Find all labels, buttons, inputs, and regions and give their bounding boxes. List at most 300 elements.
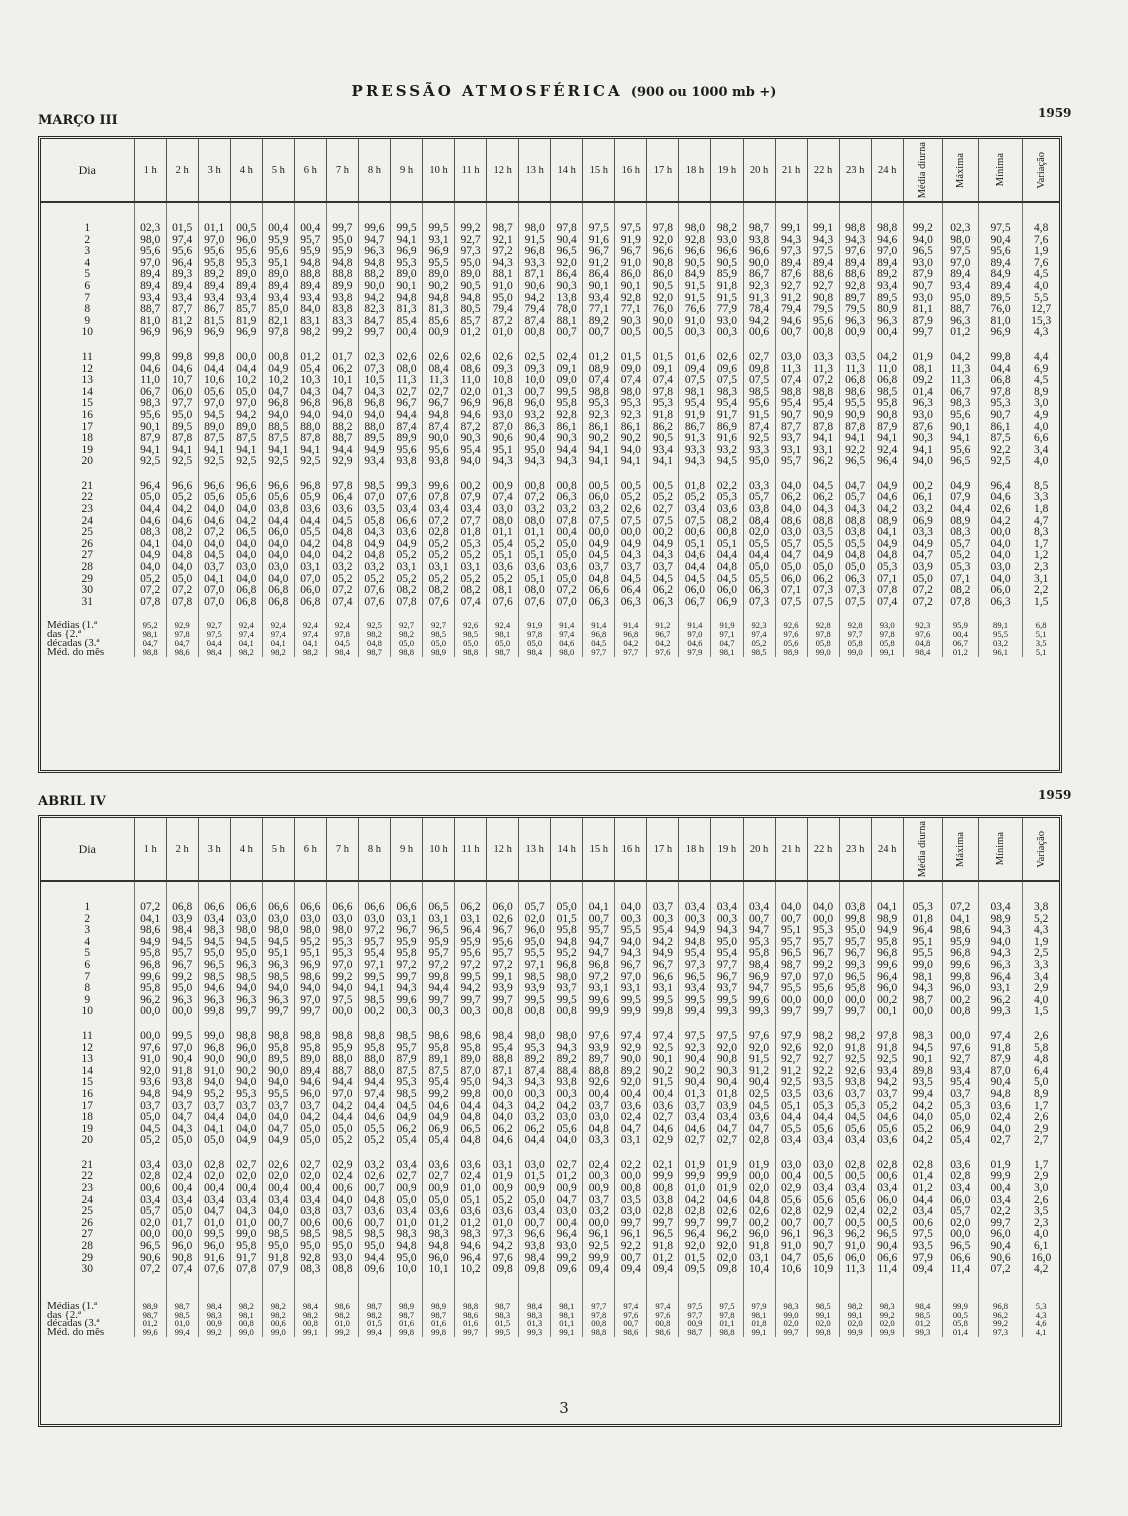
value-cell: 04,0	[134, 562, 166, 574]
value-cell: 05,2	[390, 550, 422, 562]
value-cell: 08,0	[519, 516, 551, 528]
summary-value-cell: 04,7	[711, 639, 743, 648]
value-cell: 97,5	[978, 223, 1022, 235]
value-cell: 11,4	[871, 1264, 903, 1276]
value-cell: 95,3	[978, 398, 1022, 410]
value-cell: 95,1	[487, 445, 519, 457]
value-cell: 97,7	[711, 960, 743, 972]
value-cell: 97,2	[583, 972, 615, 984]
value-cell: 94,2	[647, 937, 679, 949]
summary-value-cell: 92,4	[326, 621, 358, 630]
value-cell: 92,8	[615, 293, 647, 305]
value-cell: 04,5	[711, 574, 743, 586]
summary-value-cell: 05,0	[390, 639, 422, 648]
summary-value-cell: 98,6	[647, 1328, 679, 1337]
value-cell: 97,4	[615, 1031, 647, 1043]
value-cell: 99,7	[230, 1006, 262, 1018]
value-cell: 03,1	[743, 1253, 775, 1265]
value-cell: 95,0	[198, 948, 230, 960]
value-cell: 96,8	[871, 948, 903, 960]
summary-value-cell: 98,1	[711, 648, 743, 657]
value-cell: 03,2	[551, 504, 583, 516]
april-table-panel	[38, 815, 1062, 1427]
summary-value-cell: 98,3	[487, 1311, 519, 1320]
value-cell: 86,7	[679, 422, 711, 434]
value-cell: 90,2	[679, 1066, 711, 1078]
value-cell: 83,1	[294, 316, 326, 328]
value-cell: 94,0	[230, 983, 262, 995]
value-cell: 03,6	[519, 562, 551, 574]
value-cell: 05,0	[942, 1112, 978, 1124]
value-cell: 90,4	[166, 1054, 198, 1066]
value-cell: 04,6	[358, 1112, 390, 1124]
value-cell: 87,4	[743, 422, 775, 434]
value-cell: 04,3	[807, 504, 839, 516]
value-cell: 02,6	[978, 504, 1022, 516]
value-cell: 00,7	[775, 914, 807, 926]
value-cell: 97,0	[775, 972, 807, 984]
value-cell: 90,3	[551, 281, 583, 293]
value-cell: 06,6	[871, 1253, 903, 1265]
value-cell: 99,2	[166, 972, 198, 984]
value-cell: 08,0	[519, 585, 551, 597]
value-cell: 01,0	[455, 1183, 487, 1195]
value-cell: 05,0	[390, 1195, 422, 1207]
column-header	[942, 818, 978, 881]
value-cell: 90,5	[647, 433, 679, 445]
summary-value-cell: 98,3	[775, 1302, 807, 1311]
value-cell: 00,7	[519, 1218, 551, 1230]
value-cell: 00,8	[615, 1183, 647, 1195]
value-cell: 02,6	[711, 352, 743, 364]
value-cell: 95,4	[711, 948, 743, 960]
table-row	[41, 433, 1059, 445]
value-cell: 04,2	[166, 504, 198, 516]
value-cell: 94,1	[615, 456, 647, 468]
value-cell: 89,2	[871, 269, 903, 281]
value-cell: 94,2	[743, 316, 775, 328]
value-cell: 94,3	[487, 258, 519, 270]
value-cell: 8,9	[1023, 387, 1059, 399]
value-cell: 91,0	[615, 258, 647, 270]
value-cell: 99,7	[647, 1218, 679, 1230]
value-cell: 92,3	[743, 281, 775, 293]
value-cell: 87,4	[519, 1066, 551, 1078]
value-cell: 00,2	[647, 527, 679, 539]
summary-row	[41, 1311, 1059, 1320]
value-cell: 91,0	[134, 1054, 166, 1066]
value-cell: 00,4	[166, 1183, 198, 1195]
value-cell: 07,6	[390, 492, 422, 504]
value-cell: 93,2	[519, 410, 551, 422]
value-cell: 87,6	[903, 422, 942, 434]
value-cell: 00,4	[390, 327, 422, 339]
value-cell: 99,5	[615, 995, 647, 1007]
value-cell: 02,9	[326, 1160, 358, 1172]
value-cell: 03,7	[871, 1089, 903, 1101]
value-cell: 03,2	[358, 1160, 390, 1172]
value-cell: 06,0	[775, 574, 807, 586]
summary-value-cell: 98,4	[519, 1302, 551, 1311]
value-cell: 92,5	[583, 1241, 615, 1253]
table-row	[41, 1183, 1059, 1195]
value-cell: 05,6	[807, 1195, 839, 1207]
value-cell: 03,2	[358, 562, 390, 574]
value-cell: 03,4	[978, 902, 1022, 914]
value-cell: 00,9	[390, 1183, 422, 1195]
value-cell: 03,4	[679, 1112, 711, 1124]
page-number: 3	[559, 1399, 569, 1417]
value-cell: 02,4	[455, 1171, 487, 1183]
value-cell: 4,8	[1023, 223, 1059, 235]
value-cell: 89,0	[230, 269, 262, 281]
value-cell: 95,7	[775, 937, 807, 949]
summary-value-cell: 98,0	[551, 648, 583, 657]
value-cell: 98,4	[519, 1253, 551, 1265]
summary-value-cell: 97,7	[839, 630, 871, 639]
value-cell: 94,4	[358, 1253, 390, 1265]
value-cell: 94,3	[679, 456, 711, 468]
value-cell: 81,3	[390, 304, 422, 316]
column-header	[978, 139, 1022, 202]
value-cell: 98,6	[294, 972, 326, 984]
value-cell: 04,6	[679, 550, 711, 562]
value-cell: 92,5	[775, 1077, 807, 1089]
value-cell: 94,0	[903, 235, 942, 247]
value-cell: 07,5	[743, 375, 775, 387]
value-cell: 91,8	[743, 1241, 775, 1253]
value-cell: 07,8	[423, 492, 455, 504]
value-cell: 96,0	[519, 925, 551, 937]
value-cell: 02,4	[583, 1160, 615, 1172]
value-cell: 95,9	[423, 937, 455, 949]
value-cell: 98,0	[326, 925, 358, 937]
value-cell: 00,3	[647, 914, 679, 926]
column-header: 5 h	[262, 139, 294, 202]
value-cell: 98,8	[775, 387, 807, 399]
value-cell: 97,2	[487, 960, 519, 972]
value-cell: 02,3	[942, 223, 978, 235]
column-header: 21 h	[775, 139, 807, 202]
value-cell: 92,5	[647, 1043, 679, 1055]
value-cell: 95,4	[647, 925, 679, 937]
value-cell: 90,5	[455, 281, 487, 293]
value-cell: 97,2	[390, 960, 422, 972]
value-cell: 1,7	[1023, 1160, 1059, 1172]
value-cell: 06,3	[647, 597, 679, 609]
value-cell: 89,0	[455, 1054, 487, 1066]
value-cell: 11,0	[455, 375, 487, 387]
value-cell: 00,8	[487, 1006, 519, 1018]
summary-value-cell: 97,9	[679, 648, 711, 657]
value-cell: 08,8	[839, 516, 871, 528]
value-cell: 04,2	[903, 1101, 942, 1113]
value-cell: 05,2	[423, 574, 455, 586]
value-cell: 91,5	[711, 293, 743, 305]
value-cell: 04,0	[230, 1112, 262, 1124]
value-cell: 99,2	[423, 1089, 455, 1101]
summary-value-cell: 97,4	[615, 1302, 647, 1311]
table-row	[41, 1077, 1059, 1089]
value-cell: 05,5	[807, 539, 839, 551]
value-cell: 01,1	[519, 527, 551, 539]
summary-value-cell: 04,1	[262, 639, 294, 648]
value-cell: 97,5	[711, 1031, 743, 1043]
value-cell: 09,6	[358, 1264, 390, 1276]
value-cell: 05,0	[551, 539, 583, 551]
summary-value-cell: 92,8	[807, 621, 839, 630]
value-cell: 02,6	[423, 352, 455, 364]
value-cell: 87,1	[519, 269, 551, 281]
summary-value-cell: 98,6	[166, 648, 198, 657]
value-cell: 88,8	[583, 1066, 615, 1078]
summary-value-cell: 98,9	[423, 1302, 455, 1311]
value-cell: 96,6	[647, 972, 679, 984]
value-cell: 92,0	[615, 1077, 647, 1089]
value-cell: 07,4	[871, 597, 903, 609]
value-cell: 87,6	[775, 269, 807, 281]
column-header: 1 h	[134, 139, 166, 202]
table-row	[41, 1031, 1059, 1043]
value-cell: 87,4	[519, 316, 551, 328]
value-cell: 04,0	[775, 504, 807, 516]
value-cell: 96,3	[230, 960, 262, 972]
value-cell: 94,8	[390, 293, 422, 305]
value-cell: 03,5	[807, 527, 839, 539]
value-cell: 00,0	[942, 1031, 978, 1043]
value-cell: 10,6	[198, 375, 230, 387]
value-cell: 91,2	[583, 258, 615, 270]
value-cell: 82,1	[262, 316, 294, 328]
value-cell: 90,1	[903, 1054, 942, 1066]
value-cell: 95,9	[294, 246, 326, 258]
value-cell: 93,0	[903, 410, 942, 422]
value-cell: 4,0	[1023, 281, 1059, 293]
value-cell: 02,6	[615, 504, 647, 516]
value-cell: 03,7	[134, 1101, 166, 1113]
value-cell: 03,8	[262, 504, 294, 516]
value-cell: 04,4	[198, 364, 230, 376]
value-cell: 95,5	[519, 948, 551, 960]
value-cell: 05,6	[775, 1195, 807, 1207]
value-cell: 05,0	[423, 1195, 455, 1207]
value-cell: 96,3	[166, 995, 198, 1007]
value-cell: 6,9	[1023, 364, 1059, 376]
value-cell: 08,3	[942, 527, 978, 539]
summary-value-cell: 01,2	[903, 1319, 942, 1328]
value-cell: 00,5	[647, 481, 679, 493]
column-header: 23 h	[839, 818, 871, 881]
value-cell: 05,2	[166, 492, 198, 504]
value-cell: 09,2	[903, 375, 942, 387]
value-cell: 02,8	[743, 1135, 775, 1147]
value-cell: 05,0	[775, 562, 807, 574]
summary-value-cell: 92,9	[166, 621, 198, 630]
value-cell: 99,8	[839, 914, 871, 926]
summary-value-cell: 99,5	[487, 1328, 519, 1337]
value-cell: 07,5	[679, 375, 711, 387]
summary-value-cell: 05,8	[871, 639, 903, 648]
value-cell: 6,6	[1023, 433, 1059, 445]
value-cell: 05,2	[358, 574, 390, 586]
summary-value-cell: 98,8	[134, 648, 166, 657]
value-cell: 02,7	[294, 1160, 326, 1172]
summary-value-cell: 97,8	[711, 1311, 743, 1320]
value-cell: 01,0	[230, 1218, 262, 1230]
value-cell: 84,7	[358, 316, 390, 328]
summary-value-cell: 01,6	[390, 1319, 422, 1328]
day-cell: 29	[81, 1252, 94, 1264]
value-cell: 04,0	[978, 550, 1022, 562]
value-cell: 97,3	[679, 960, 711, 972]
value-cell: 01,2	[647, 1253, 679, 1265]
value-cell: 04,3	[839, 504, 871, 516]
value-cell: 95,5	[423, 258, 455, 270]
value-cell: 4,5	[1023, 375, 1059, 387]
value-cell: 90,1	[647, 1054, 679, 1066]
value-cell: 04,0	[166, 539, 198, 551]
value-cell: 92,5	[294, 456, 326, 468]
value-cell: 81,2	[166, 316, 198, 328]
value-cell: 91,5	[679, 293, 711, 305]
value-cell: 95,8	[134, 983, 166, 995]
summary-value-cell: 04,1	[294, 639, 326, 648]
value-cell: 99,6	[743, 995, 775, 1007]
value-cell: 99,0	[903, 960, 942, 972]
value-cell: 93,7	[711, 983, 743, 995]
value-cell: 88,8	[326, 269, 358, 281]
value-cell: 97,8	[262, 327, 294, 339]
value-cell: 89,5	[978, 293, 1022, 305]
value-cell: 03,6	[294, 504, 326, 516]
column-header	[903, 139, 942, 202]
day-cell: 6	[84, 959, 91, 971]
value-cell: 88,7	[942, 304, 978, 316]
value-cell: 96,7	[647, 960, 679, 972]
value-cell: 03,0	[166, 1160, 198, 1172]
value-cell: 03,2	[326, 562, 358, 574]
value-cell: 03,0	[326, 914, 358, 926]
summary-value-cell: 98,4	[903, 1302, 942, 1311]
table-row	[41, 972, 1059, 984]
day-cell: 13	[81, 375, 94, 387]
column-header: 13 h	[519, 139, 551, 202]
value-cell: 05,2	[390, 574, 422, 586]
value-cell: 04,2	[294, 539, 326, 551]
value-cell: 89,8	[903, 1066, 942, 1078]
value-cell: 92,3	[583, 410, 615, 422]
value-cell: 10,6	[775, 1264, 807, 1276]
value-cell: 06,0	[978, 585, 1022, 597]
value-cell: 96,4	[455, 925, 487, 937]
column-header-label: Máxima	[954, 831, 966, 867]
value-cell: 05,6	[807, 1124, 839, 1136]
summary-value-cell: 99,2	[871, 1311, 903, 1320]
summary-value-cell: 89,1	[978, 621, 1022, 630]
value-cell: 94,1	[390, 235, 422, 247]
value-cell: 04,3	[230, 1206, 262, 1218]
value-cell: 02,9	[647, 1135, 679, 1147]
day-cell: 7	[84, 971, 91, 983]
value-cell: 99,5	[551, 995, 583, 1007]
column-header: 24 h	[871, 139, 903, 202]
value-cell: 99,9	[647, 1171, 679, 1183]
value-cell: 98,5	[198, 972, 230, 984]
value-cell: 00,2	[942, 995, 978, 1007]
value-cell: 07,5	[647, 516, 679, 528]
value-cell: 87,5	[978, 433, 1022, 445]
value-cell: 96,0	[423, 1253, 455, 1265]
value-cell: 03,6	[871, 1135, 903, 1147]
summary-value-cell: 00,5	[942, 1311, 978, 1320]
value-cell: 02,6	[455, 352, 487, 364]
value-cell: 95,6	[230, 246, 262, 258]
value-cell: 96,5	[839, 972, 871, 984]
value-cell: 04,2	[551, 1101, 583, 1113]
value-cell: 02,0	[134, 1218, 166, 1230]
value-cell: 1,8	[1023, 504, 1059, 516]
value-cell: 01,5	[551, 914, 583, 926]
value-cell: 87,5	[262, 433, 294, 445]
value-cell: 97,0	[294, 995, 326, 1007]
value-cell: 91,8	[871, 1043, 903, 1055]
title-text: PRESSÃO ATMOSFÉRICA	[351, 82, 623, 100]
value-cell: 92,0	[647, 235, 679, 247]
value-cell: 93,3	[519, 258, 551, 270]
value-cell: 06,0	[871, 1195, 903, 1207]
value-cell: 96,9	[390, 246, 422, 258]
value-cell: 95,9	[942, 937, 978, 949]
value-cell: 94,7	[583, 937, 615, 949]
day-cell: 26	[81, 538, 94, 550]
value-cell: 04,0	[230, 539, 262, 551]
table-row	[41, 387, 1059, 399]
value-cell: 90,8	[807, 293, 839, 305]
value-cell: 03,8	[743, 504, 775, 516]
summary-value-cell: 98,4	[519, 648, 551, 657]
value-cell: 2,6	[1023, 1031, 1059, 1043]
value-cell: 04,0	[775, 481, 807, 493]
value-cell: 04,4	[455, 1101, 487, 1113]
value-cell: 03,8	[294, 1206, 326, 1218]
value-cell: 02,7	[423, 387, 455, 399]
summary-value-cell: 01,0	[326, 1319, 358, 1328]
column-header: 17 h	[647, 139, 679, 202]
value-cell: 93,8	[551, 1077, 583, 1089]
column-header: 6 h	[294, 818, 326, 881]
value-cell: 99,5	[455, 972, 487, 984]
value-cell: 97,2	[487, 246, 519, 258]
value-cell: 4,0	[1023, 456, 1059, 468]
value-cell: 06,0	[294, 585, 326, 597]
value-cell: 99,9	[978, 1171, 1022, 1183]
value-cell: 95,4	[679, 398, 711, 410]
value-cell: 06,7	[942, 387, 978, 399]
value-cell: 97,4	[978, 1031, 1022, 1043]
summary-value-cell: 98,1	[551, 1311, 583, 1320]
value-cell: 97,4	[166, 235, 198, 247]
value-cell: 04,1	[198, 1124, 230, 1136]
day-cell: 1	[84, 223, 91, 234]
value-cell: 87,9	[390, 1054, 422, 1066]
value-cell: 89,4	[978, 281, 1022, 293]
day-cell: 16	[81, 1088, 94, 1100]
value-cell: 3,0	[1023, 398, 1059, 410]
value-cell: 96,4	[166, 258, 198, 270]
value-cell: 92,0	[743, 1043, 775, 1055]
value-cell: 03,0	[230, 914, 262, 926]
value-cell: 93,1	[615, 983, 647, 995]
